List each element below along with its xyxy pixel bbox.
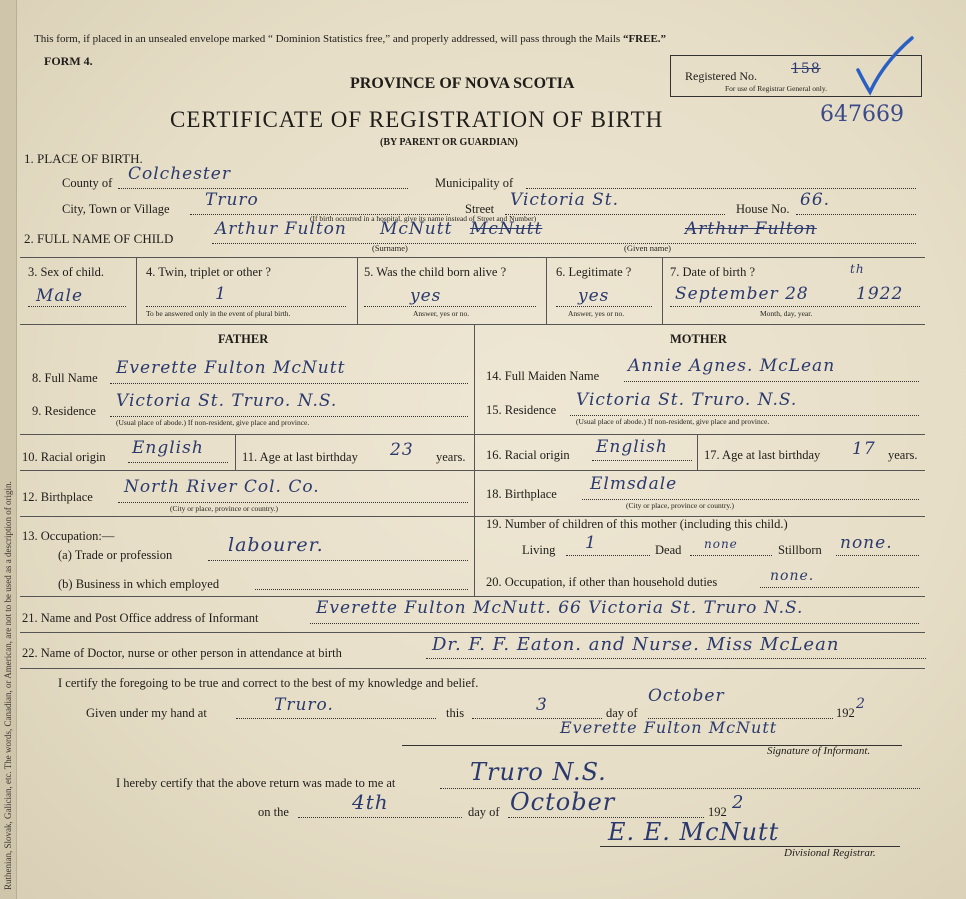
house-label: House No. xyxy=(736,202,790,216)
on-day-line xyxy=(298,817,462,818)
father-birthplace-label: 12. Birthplace xyxy=(22,490,93,504)
stamp-number: 647669 xyxy=(820,102,904,127)
father-name-value: Everette Fulton McNutt xyxy=(116,358,346,378)
father-trade-label: (a) Trade or profession xyxy=(58,548,173,562)
mother-name-line xyxy=(624,381,919,382)
father-name-line xyxy=(110,383,468,384)
house-value: 66. xyxy=(800,190,831,210)
father-residence-note: (Usual place of abode.) If non-resident, give place and province. xyxy=(116,418,310,427)
house-line xyxy=(796,214,916,215)
stillborn-label: Stillborn xyxy=(778,543,822,557)
mail-notice-text: This form, if placed in an unsealed envelope marked “ Dominion Statistics free,” and properly addressed, will pass through the Mails xyxy=(34,33,621,45)
sex-value: Male xyxy=(36,286,84,306)
father-trade-line xyxy=(208,560,468,561)
alive-label: 5. Was the child born alive ? xyxy=(364,265,507,279)
father-age-value: 23 xyxy=(390,440,414,460)
mother-birthplace-note: (City or place, province or country.) xyxy=(626,501,735,510)
city-value: Truro xyxy=(205,190,259,210)
form-number: FORM 4. xyxy=(44,54,93,68)
father-birthplace-note: (City or place, province or country.) xyxy=(170,504,279,513)
living-label: Living xyxy=(522,543,556,557)
dob-month-day: September 28 xyxy=(675,284,809,304)
father-birthplace-line xyxy=(118,502,468,503)
dead-label: Dead xyxy=(655,543,682,557)
dob-line xyxy=(670,306,920,307)
side-strip xyxy=(0,0,17,899)
on-day-value: 4th xyxy=(352,790,389,814)
mother-residence-note: (Usual place of abode.) If non-resident, give place and province. xyxy=(576,417,770,426)
given-place-value: Truro. xyxy=(274,695,334,715)
mother-age-divider xyxy=(697,434,698,470)
registered-label: Registered No. xyxy=(685,69,757,83)
row-divider-top xyxy=(20,257,925,258)
municipality-line xyxy=(526,188,916,189)
father-birthplace-value: North River Col. Co. xyxy=(124,477,320,497)
mother-racial-line xyxy=(592,460,692,461)
sex-label: 3. Sex of child. xyxy=(28,265,105,279)
given-place-line xyxy=(236,718,436,719)
day-value: 3 xyxy=(536,695,548,715)
certify-statement: I certify the foregoing to be true and correct to the best of my knowledge and belief. xyxy=(58,676,479,690)
registrar-use-note: For use of Registrar General only. xyxy=(725,84,827,93)
row-divider-4 xyxy=(20,470,925,471)
signature-caption: Signature of Informant. xyxy=(767,745,871,757)
mother-heading: MOTHER xyxy=(670,332,727,346)
year2-value: 2 xyxy=(732,792,745,813)
mother-occupation-label: 20. Occupation, if other than household duties xyxy=(486,575,718,589)
check-mark-icon xyxy=(850,34,920,104)
alive-note: Answer, yes or no. xyxy=(413,309,470,318)
mother-name-value: Annie Agnes. McLean xyxy=(628,356,836,376)
col-divider-3 xyxy=(546,257,547,324)
alive-line xyxy=(364,306,536,307)
child-surname-written: McNutt xyxy=(380,219,453,239)
city-label: City, Town or Village xyxy=(62,202,170,216)
col-divider-2 xyxy=(357,257,358,324)
father-business-label: (b) Business in which employed xyxy=(58,577,220,591)
certificate-title: CERTIFICATE OF REGISTRATION OF BIRTH xyxy=(170,107,664,132)
father-occupation-label: 13. Occupation:— xyxy=(22,529,115,543)
col-divider-1 xyxy=(136,257,137,324)
registrar-caption: Divisional Registrar. xyxy=(784,847,876,859)
day-of2-label: day of xyxy=(468,805,500,819)
legit-note: Answer, yes or no. xyxy=(568,309,625,318)
row-divider-bottom xyxy=(20,324,925,325)
year2-prefix: 192 xyxy=(708,805,727,819)
county-label: County of xyxy=(62,176,113,190)
mother-occupation-value: none. xyxy=(770,568,815,584)
row-divider-3 xyxy=(20,434,925,435)
mother-name-label: 14. Full Maiden Name xyxy=(486,369,600,383)
mother-residence-label: 15. Residence xyxy=(486,403,557,417)
informant-line xyxy=(310,623,919,624)
mother-age-value: 17 xyxy=(852,439,876,459)
dob-year: 1922 xyxy=(856,284,904,304)
mother-residence-line xyxy=(570,415,919,416)
row-divider-7 xyxy=(20,632,925,633)
living-line xyxy=(566,555,650,556)
stillborn-line xyxy=(836,555,919,556)
father-trade-value: labourer. xyxy=(228,534,324,556)
on-month-value: October xyxy=(510,788,616,816)
father-racial-line xyxy=(128,462,228,463)
child-given-right: Arthur Fulton xyxy=(685,219,817,239)
dead-line xyxy=(690,555,772,556)
parent-column-divider xyxy=(474,324,475,596)
doctor-label: 22. Name of Doctor, nurse or other person in attendance at birth xyxy=(22,646,342,660)
dob-suffix: th xyxy=(850,262,865,276)
child-name-line xyxy=(212,243,916,244)
side-strip-text: Ruthenian, Slovak, Galician, etc. The words, Canadian, or American, are not to be used as a description of origin. xyxy=(3,481,13,890)
this-label: this xyxy=(446,706,465,720)
mother-occupation-line xyxy=(760,587,919,588)
place-of-birth-label: 1. PLACE OF BIRTH. xyxy=(24,151,143,166)
street-line xyxy=(505,214,725,215)
mother-residence-value: Victoria St. Truro. N.S. xyxy=(576,390,798,410)
certificate-subtitle: (BY PARENT OR GUARDIAN) xyxy=(380,137,518,148)
doctor-value: Dr. F. F. Eaton. and Nurse. Miss McLean xyxy=(432,634,840,655)
mail-notice xyxy=(34,34,666,45)
father-residence-line xyxy=(110,416,468,417)
row-divider-6 xyxy=(20,596,925,597)
father-name-label: 8. Full Name xyxy=(32,371,98,385)
child-surname-crossed: McNutt xyxy=(470,219,543,239)
father-residence-label: 9. Residence xyxy=(32,404,96,418)
father-racial-label: 10. Racial origin xyxy=(22,450,106,464)
surname-caption: (Surname) xyxy=(372,243,408,253)
row-divider-5 xyxy=(20,516,925,517)
doctor-line xyxy=(426,658,926,659)
street-value: Victoria St. xyxy=(510,190,619,210)
stillborn-value: none. xyxy=(840,533,893,553)
col-divider-4 xyxy=(662,257,663,324)
twin-line xyxy=(146,306,346,307)
mother-age-label: 17. Age at last birthday xyxy=(704,448,821,462)
given-label: Given under my hand at xyxy=(86,706,207,720)
father-age-label: 11. Age at last birthday xyxy=(242,450,358,464)
child-name-label: 2. FULL NAME OF CHILD xyxy=(24,231,174,246)
return-label: I hereby certify that the above return was made to me at xyxy=(116,776,396,790)
registered-value: 158 xyxy=(791,61,821,77)
year-value: 2 xyxy=(856,696,866,712)
mother-racial-label: 16. Racial origin xyxy=(486,448,570,462)
hospital-note: (If birth occurred in a hospital, give its name instead of Street and Number) xyxy=(310,214,537,223)
father-heading: FATHER xyxy=(218,332,269,346)
father-racial-value: English xyxy=(132,438,204,458)
on-the-label: on the xyxy=(258,805,289,819)
father-years: years. xyxy=(436,450,466,464)
mother-birthplace-value: Elmsdale xyxy=(590,474,678,494)
month-value: October xyxy=(648,686,725,706)
informant-signature: Everette Fulton McNutt xyxy=(560,718,778,737)
informant-label: 21. Name and Post Office address of Informant xyxy=(22,611,259,625)
registrar-signature: E. E. McNutt xyxy=(608,818,780,846)
mother-birthplace-line xyxy=(582,499,919,500)
mail-notice-free: “FREE.” xyxy=(622,33,667,45)
row-divider-8 xyxy=(20,668,925,669)
county-value: Colchester xyxy=(128,164,231,184)
legit-value: yes xyxy=(578,286,610,306)
legit-label: 6. Legitimate ? xyxy=(556,265,632,279)
living-value: 1 xyxy=(585,533,597,553)
twin-label: 4. Twin, triplet or other ? xyxy=(146,265,271,279)
mother-years: years. xyxy=(888,448,918,462)
year-prefix: 192 xyxy=(836,706,855,720)
dead-value: none xyxy=(704,537,738,551)
province-title: PROVINCE OF NOVA SCOTIA xyxy=(350,75,575,92)
father-business-line xyxy=(255,589,468,590)
given-caption: (Given name) xyxy=(624,243,671,253)
informant-value: Everette Fulton McNutt. 66 Victoria St. Truro N.S. xyxy=(316,598,804,618)
mother-birthplace-label: 18. Birthplace xyxy=(486,487,557,501)
dob-label: 7. Date of birth ? xyxy=(670,265,756,279)
county-line xyxy=(118,188,408,189)
sex-line xyxy=(28,306,126,307)
mother-children-label: 19. Number of children of this mother (including this child.) xyxy=(486,517,788,531)
dob-note: Month, day, year. xyxy=(760,309,813,318)
return-place-value: Truro N.S. xyxy=(470,758,607,786)
municipality-label: Municipality of xyxy=(435,176,514,190)
street-label: Street xyxy=(465,202,495,216)
alive-value: yes xyxy=(410,286,442,306)
child-given-written: Arthur Fulton xyxy=(215,219,347,239)
twin-value: 1 xyxy=(215,284,227,304)
mother-racial-value: English xyxy=(596,437,668,457)
father-residence-value: Victoria St. Truro. N.S. xyxy=(116,391,338,411)
father-age-divider xyxy=(235,434,236,470)
day-of-label: day of xyxy=(606,706,638,720)
legit-line xyxy=(556,306,652,307)
twin-note: To be answered only in the event of plural birth. xyxy=(146,309,291,318)
